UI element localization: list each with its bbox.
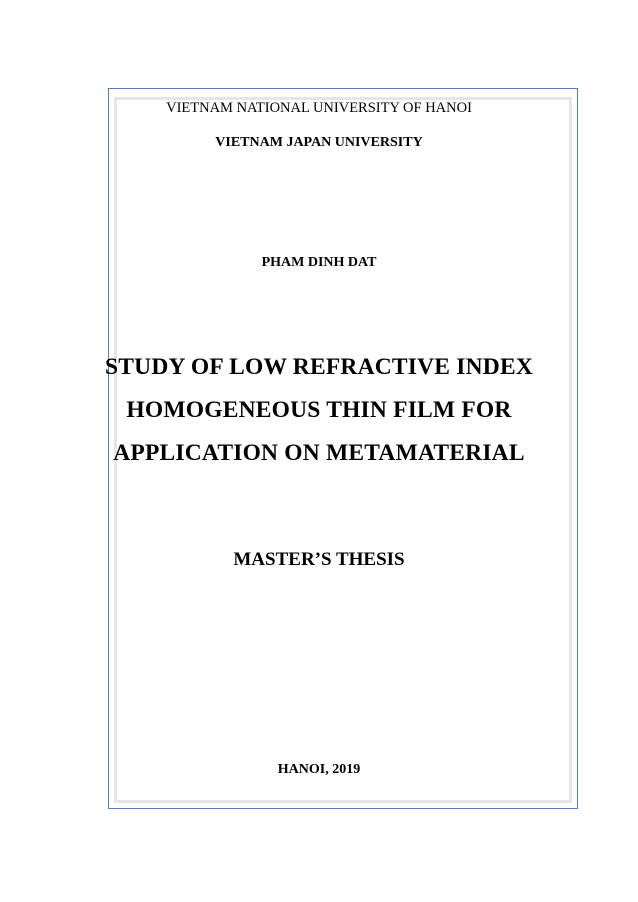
school-name: VIETNAM JAPAN UNIVERSITY [215,135,423,150]
degree-type: MASTER’S THESIS [233,549,405,570]
university-name: VIETNAM NATIONAL UNIVERSITY OF HANOI [166,100,472,116]
place-and-year: HANOI, 2019 [277,762,361,777]
thesis-title-line-3: APPLICATION ON METAMATERIAL [113,440,525,466]
thesis-title-line-1: STUDY OF LOW REFRACTIVE INDEX [105,354,533,380]
author-name: PHAM DINH DAT [261,255,377,270]
thesis-title-line-2: HOMOGENEOUS THIN FILM FOR [126,397,512,423]
